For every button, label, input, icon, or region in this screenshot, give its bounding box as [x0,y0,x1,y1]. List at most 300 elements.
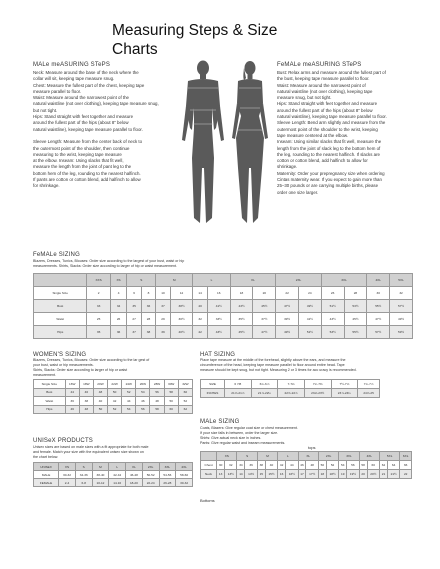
table-cell: 40 [193,300,207,313]
female-size-table [33,273,413,339]
text-line: Hips: Stand straight with feet together and measure [33,114,134,120]
table-cell: 36 [141,300,155,313]
text-line: Blazers, Dresses, Tunics, Blouses: Order size according to the lar gest of [33,358,150,362]
table-cell: 18-20 [126,479,143,487]
table-row [201,461,412,470]
tops-label: tops [308,445,316,450]
column-header: XS [110,274,127,287]
table-cell: 35½ [230,313,253,326]
table-cell: 19 [339,470,347,479]
table-cell: 36 [245,461,257,470]
text-line: measure the length from the joint of pant leg to the [33,164,132,170]
text-line: at the elbow. Inseam: Using slacks that fit well, [33,158,124,164]
table-cell: 38½ [170,300,193,313]
column-header: L [193,274,230,287]
text-line: Waist: Measure around the narrowest point of the [33,95,129,101]
unisex-heading: UNISeX PRODUCTS [33,438,94,444]
text-line: tape measure centered at the elbow. [277,132,349,138]
text-line: Shirts: Give actual neck size in inches. [200,436,262,440]
table-cell: 30 [217,461,225,470]
hat-sizing-heading: HAT SIZING [200,352,236,358]
text-line: for shrinkage. [33,183,60,189]
table-cell: 17 [298,470,306,479]
table-cell: 46-48 [126,471,143,479]
table-cell: 37½ [253,313,276,326]
column-header: S [127,274,156,287]
table-cell: 49½ [276,326,299,339]
text-line: Coats, Blazers: Give regular coat size or chest measurement. [200,426,298,430]
table-cell: 23⅞-24¼ [331,389,358,398]
table-cell: 35 [127,300,141,313]
column-header: XL [230,274,276,287]
text-line: order one size larger. [277,189,319,195]
table-cell: 44 [286,461,298,470]
table-cell: 56 [136,405,150,414]
table-cell: 46 [298,461,306,470]
table-cell: 26 [110,313,127,326]
table-row [34,397,193,406]
column-header: XS [59,463,76,471]
table-cell: 18 [230,287,253,300]
table-header-row [201,452,412,461]
table-cell: 28 [141,313,155,326]
female-sizing-note-1: Blazers, Dresses, Tunics, Blouses: Order size according to the largest of your bust, waist or hip [33,259,185,263]
table-cell: 39 [156,326,170,339]
text-line: measurement. [33,373,56,377]
text-line: natural waistline), keeping tape measure parallel to floor. [33,126,143,132]
text-line: 25–30 pounds or are carrying multiple births, please [277,183,379,189]
table-cell: 38 [257,461,265,470]
table-row [34,380,193,389]
text-line: Bust: Relax arms and measure around the fullest part of [277,70,386,75]
text-line: Inseam: Using similar slacks that fit well, measure the [277,139,382,145]
table-row [201,470,412,479]
table-cell: 22W [108,380,122,389]
column-header: XS [217,452,237,461]
table-cell: 43½ [321,313,344,326]
table-cell: 64 [387,461,399,470]
male-steps-heading: MALe meASURING STePS [33,62,111,68]
table-cell: 32 [390,287,413,300]
text-line: natural waistline (not over clothing), keeping tape measure snug, [33,101,159,107]
text-line: collar will sit, keeping tape measure snug. [33,76,115,82]
table-row [34,405,193,414]
text-line: circumference of the head, keeping tape measure parallel to floor around entire head. Tape [200,363,345,367]
column-header: 2XL [318,452,338,461]
table-cell: 46 [65,405,79,414]
text-line: Unisex sizes are based on male sizes with a fit appropriate for both male [33,445,149,449]
column-header: 3XL [339,452,359,461]
column-header: XL [298,452,318,461]
table-cell: 37 [127,326,141,339]
female-sizing-note [33,259,413,269]
table-cell: 30½ [170,313,193,326]
table-cell: 10-12 [92,479,109,487]
text-line: Place tape measure at the middle of the forehead, slightly above the ears, and measure the [200,358,346,362]
table-cell: 50 [164,397,178,406]
table-cell: 30-32 [176,479,193,487]
column-header: XL [126,463,143,471]
text-line: cotton or cotton blend, add halfinch to allow for [277,158,368,164]
row-label: SIZE [201,380,225,389]
table-cell: 16½ [286,470,298,479]
text-line: length from the joint of slack leg to the bottom hem of [277,145,381,151]
table-cell: 51½ [298,326,321,339]
table-cell: 24 [298,287,321,300]
text-line: measure should be kept snug, but not tight. Measuring 2 or 3 times for acc uracy is recommended. [200,368,357,372]
table-cell: 58 [150,405,164,414]
table-cell: 60 [164,405,178,414]
table-cell: 48 [306,461,318,470]
column-header: 2XL [276,274,322,287]
table-cell: 57½ [390,300,413,313]
table-cell: 23⅛-23½ [304,389,331,398]
table-cell: 22-24 [142,479,159,487]
womens-size-table [33,379,193,414]
table-cell: 14 [193,287,207,300]
table-row [201,389,380,398]
table-cell: 14-16 [109,479,126,487]
table-cell: 26W [136,380,150,389]
table-cell: 6¾-6⅞ [251,380,278,389]
table-header-row [34,463,193,471]
row-label: Hips [34,405,66,414]
table-cell: 18W [79,380,93,389]
table-cell: 22 [400,470,412,479]
column-header: M [92,463,109,471]
unisex-size-table [33,462,193,487]
table-row [34,326,413,339]
table-cell: 21⅞-22¼ [251,389,278,398]
table-cell: 56 [150,388,164,397]
table-cell: 66 [400,461,412,470]
column-header: L [278,452,298,461]
table-cell: 47½ [367,313,390,326]
table-cell: 49½ [390,313,413,326]
table-cell: 60 [178,388,192,397]
table-cell: 22⅝-22⅞ [278,389,305,398]
table-cell: 54-56 [159,471,176,479]
table-cell: 14½ [245,470,257,479]
table-cell: 42-44 [109,471,126,479]
table-cell: 32W [178,380,192,389]
column-header: 4XL [367,274,390,287]
column-header: 6XL [400,452,412,461]
table-cell: 42 [278,461,286,470]
table-cell: 6 7/8 [225,380,252,389]
text-line: but not tight. [33,107,58,113]
male-size-table [200,451,412,479]
table-cell: 50 [318,461,326,470]
row-label: Single Size [34,380,66,389]
text-line: Sleeve Length: Bend arm slightly and measure from the [277,120,386,126]
table-cell: 26-28 [159,479,176,487]
table-cell: 48 [93,388,107,397]
column-header: S [237,452,257,461]
table-cell: 41½ [298,313,321,326]
text-line: Chest: Measure the fullest part of the chest, keeping tape [33,82,145,88]
text-line: shrinkage. [277,164,298,170]
hat-size-table [200,379,380,398]
table-row [34,479,193,487]
table-cell: 19½ [347,470,359,479]
table-cell: 54 [136,388,150,397]
column-header: 5XL [380,452,400,461]
table-cell: 34 [237,461,245,470]
table-cell: 17½ [306,470,318,479]
table-cell: 38 [141,326,155,339]
table-cell: 47½ [276,300,299,313]
table-cell: 54 [339,461,347,470]
table-cell: 54 [122,405,136,414]
table-cell: 52 [122,388,136,397]
table-cell: 34-36 [75,471,92,479]
table-cell: 38 [79,397,93,406]
table-cell: 60 [367,461,379,470]
text-line: measure parallel to floor. [33,88,82,94]
text-line: If your size falls in between, order the larger size. [200,431,279,435]
text-line: measure snug, but not tight. [277,95,332,101]
text-line: the bust, keeping tape measure parallel to floor. [277,76,370,82]
text-line: outermost point of the shoulder to the wrist, keeping [277,126,378,132]
row-label: Waist [34,313,87,326]
table-cell: 57½ [367,326,390,339]
table-cell: 6-8 [75,479,92,487]
table-cell: 10 [156,287,170,300]
table-cell: 21⅝-21⅞ [225,389,252,398]
table-cell: 20W [93,380,107,389]
page-title [112,22,277,58]
row-label: INCHES [201,389,225,398]
table-cell: 45½ [344,313,367,326]
womens-sizing-heading: WOMEN'S SIZING [33,352,87,358]
row-label: Waist [34,397,66,406]
table-row [34,313,413,326]
column-header: 3XL [159,463,176,471]
table-header-row [34,274,413,287]
text-line: the outermost point of the shoulder, then continue [33,145,130,151]
table-cell: 58 [164,388,178,397]
table-row [34,300,413,313]
table-cell: 29 [156,313,170,326]
table-row [34,388,193,397]
text-line: Waist: Measure around the narrowest point of [277,82,366,88]
male-sizing-heading: MALe SIZING [200,419,240,425]
table-cell: 2 [87,287,110,300]
table-cell: 15 [257,470,265,479]
column-header: 3XL [321,274,367,287]
table-cell: 2-4 [59,479,76,487]
table-cell: 53½ [321,326,344,339]
table-cell: 45½ [253,300,276,313]
text-line: If pants are cotton or cotton blend, add halfinch to allow [33,177,141,183]
text-line: natural waistline (not over clothing), keeping tape [277,88,373,94]
male-sizing-note [200,426,400,446]
table-cell: 20½ [367,470,379,479]
column-header: UNISEX [34,463,59,471]
row-label: Hips [34,326,87,339]
table-cell: 38-40 [92,471,109,479]
text-line: Skirts, Slacks: Order size according to larger of hip or waist [33,368,128,372]
table-cell: 26 [321,287,344,300]
column-header: S [75,463,92,471]
table-cell: 35 [87,326,110,339]
table-cell: 36 [110,326,127,339]
table-cell: 51½ [321,300,344,313]
table-cell: 32 [193,313,207,326]
table-row [201,380,380,389]
text-line: Hips: Stand straight with feet together and measure [277,101,378,107]
table-cell: 24⅝-25 [358,389,380,398]
table-cell: 16 [207,287,230,300]
table-cell: 30-32 [59,471,76,479]
table-cell: 52 [108,405,122,414]
table-cell: 33½ [207,313,230,326]
table-cell: 45½ [230,326,253,339]
column-header: 5XL [390,274,413,287]
table-cell: 30 [367,287,390,300]
column-header: M [156,274,193,287]
table-cell: 27 [127,313,141,326]
table-cell: 32 [225,461,237,470]
row-label: Neck [201,470,217,479]
title-line-2: Charts [112,41,158,58]
table-cell: 42 [108,397,122,406]
table-cell: 8 [141,287,155,300]
table-cell: 55½ [367,300,390,313]
female-figure [232,61,268,223]
female-sizing-heading: FeMALe SIZING [33,252,80,258]
table-cell: 7½-7⅝ [331,380,358,389]
text-line: Neck: Measure around the base of the neck where the [33,70,139,75]
female-sizing-note-2: measurements. Shirts, Slacks: Order size according to larger of hip or waist measurement. [33,264,178,268]
table-cell: 28 [344,287,367,300]
body-figures-illustration [178,58,278,233]
table-cell: 40 [93,397,107,406]
table-cell: 39½ [276,313,299,326]
text-line: Sleeve Length: Measure from the center back of neck to [33,139,143,145]
table-cell: 41½ [207,300,230,313]
text-line: Pants: Give regular waist and inseam measurements. [200,441,286,445]
table-cell: 43½ [207,326,230,339]
column-header: L [109,463,126,471]
table-cell: 62 [178,405,192,414]
row-label: Bust [34,300,87,313]
table-cell: 36 [65,397,79,406]
table-cell: 47½ [253,326,276,339]
table-cell: 53½ [344,300,367,313]
table-cell: 20 [253,287,276,300]
table-cell: 6 [127,287,141,300]
table-cell: 48 [150,397,164,406]
row-label: Bust [34,388,66,397]
table-cell: 44 [65,388,79,397]
male-figure [182,61,224,224]
table-cell: 34 [110,300,127,313]
female-steps-text [277,70,412,196]
table-cell: 4 [110,287,127,300]
unisex-note [33,445,193,460]
table-cell: 12 [170,287,193,300]
table-cell: 20 [359,470,367,479]
table-cell: 14 [237,470,245,479]
title-line-1: Measuring Steps & Size [112,22,278,39]
table-cell: 18 [318,470,326,479]
row-label: MALE [34,471,59,479]
column-header: 2XL [142,463,159,471]
table-cell: 16W [65,380,79,389]
text-line: around the fullest part of the hips (about 8" below [277,107,373,113]
table-cell: 24W [122,380,136,389]
bottoms-label: Bottoms [200,498,215,503]
table-cell: 48 [79,405,93,414]
row-label: FEMALE [34,479,59,487]
text-line: natural waistline), keeping tape measure parallel to floor. [277,114,387,120]
column-header: 4XL [359,452,379,461]
table-cell: 62 [380,461,388,470]
table-cell: 55½ [344,326,367,339]
table-cell: 22 [276,287,299,300]
text-line: your bust, waist or hip measurements. [33,363,94,367]
row-label: Single Size [34,287,87,300]
text-line: the leg, rounding to the nearest halfinch. If slacks are [277,151,380,157]
table-cell: 7-7⅛ [278,380,305,389]
womens-sizing-note [33,358,193,378]
column-header [34,274,87,287]
table-cell: 21½ [387,470,399,479]
column-header [201,452,217,461]
table-cell: 40 [265,461,277,470]
table-cell: 52 [326,461,338,470]
table-cell: 7¾-7⅞ [358,380,380,389]
table-cell: 28W [150,380,164,389]
table-cell: 52 [178,397,192,406]
table-cell: 40½ [170,326,193,339]
table-cell: 59½ [390,326,413,339]
table-cell: 49½ [298,300,321,313]
text-line: measuring to the wrist, keeping tape measure [33,151,122,157]
table-cell: 7¼-7⅜ [304,380,331,389]
text-line: bottom hem of the leg, rounding to the nearest halfinch. [33,170,141,176]
table-cell: 13 [217,470,225,479]
text-line: Cintas maternity wear. If you expect to gain more than [277,177,382,183]
text-line: and female. Match your size with the equivalent unisex size shown on [33,450,144,454]
table-cell: 42 [193,326,207,339]
table-cell: 43½ [230,300,253,313]
table-cell: 18½ [326,470,338,479]
table-cell: 58-60 [176,471,193,479]
table-cell: 58 [359,461,367,470]
table-cell: 56 [347,461,359,470]
male-steps-text [33,70,175,190]
table-cell: 50 [93,405,107,414]
table-cell: 50 [108,388,122,397]
table-row [34,471,193,479]
table-cell: 46 [79,388,93,397]
table-cell: 30W [164,380,178,389]
table-cell: 37 [156,300,170,313]
table-cell: 16 [278,470,286,479]
text-line: the chart below. [33,455,59,459]
table-row [34,287,413,300]
text-line: Maternity: Order your prepregnancy size when ordering [277,170,385,176]
hat-sizing-note [200,358,412,373]
table-cell: 50-52 [142,471,159,479]
table-cell: 25 [87,313,110,326]
table-cell: 15½ [265,470,277,479]
text-line: around the fullest part of the hips (about 8" below [33,120,129,126]
table-cell: 44 [122,397,136,406]
